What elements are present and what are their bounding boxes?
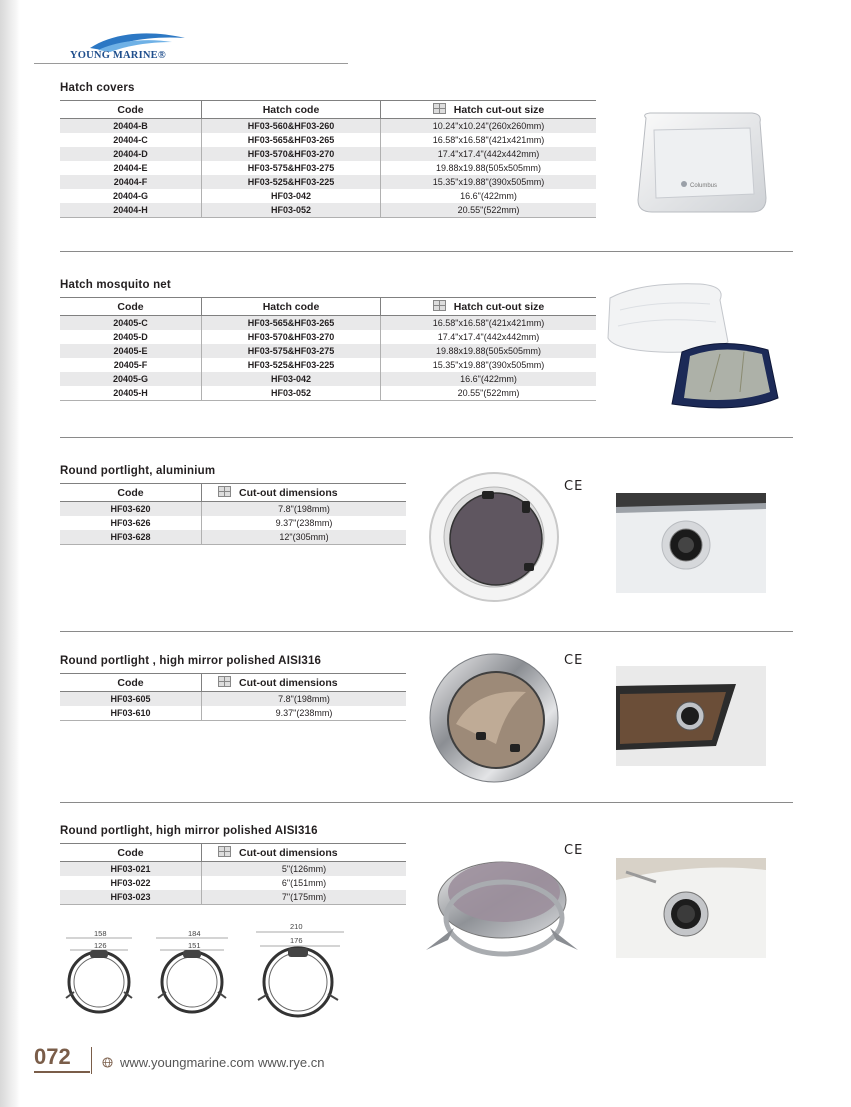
table-row: HF03-022 6"(151mm)	[60, 876, 406, 890]
table-row: 20405-H HF03-052 20.55"(522mm)	[60, 386, 596, 401]
drawing-hf03-023	[252, 920, 348, 1018]
drawing-dim-outer: 184	[188, 929, 201, 938]
cutout-icon	[218, 846, 231, 857]
table-row: HF03-021 5"(126mm)	[60, 862, 406, 877]
section-title-portlight-polished-2: Round portlight, high mirror polished AISI316	[60, 825, 318, 837]
table-row: HF03-620 7.8"(198mm)	[60, 502, 406, 517]
table-row: 20404-B HF03-560&HF03-260 10.24"x10.24"(260x260mm)	[60, 119, 596, 134]
section-title-portlight-aluminium: Round portlight, aluminium	[60, 465, 216, 477]
footer-urls[interactable]: www.youngmarine.com www.rye.cn	[120, 1055, 325, 1070]
portlight-opening-installed-image	[616, 858, 766, 958]
table-row: 20404-H HF03-052 20.55"(522mm)	[60, 203, 596, 218]
cutout-icon	[433, 103, 446, 114]
ce-mark: CE	[564, 479, 584, 494]
portlight-opening-image	[414, 840, 590, 966]
table-row: 20404-C HF03-565&HF03-265 16.58"x16.58"(421x421mm)	[60, 133, 596, 147]
col-code: Code	[60, 101, 202, 119]
cutout-icon	[218, 486, 231, 497]
table-row: HF03-023 7"(175mm)	[60, 890, 406, 905]
table-row: 20405-G HF03-042 16.6"(422mm)	[60, 372, 596, 386]
col-cutout: Hatch cut-out size	[381, 298, 597, 316]
page-number: 072	[34, 1044, 71, 1069]
col-hatch-code: Hatch code	[202, 101, 381, 119]
portlight-aluminium-table	[60, 483, 406, 545]
section-divider	[60, 631, 793, 632]
ce-mark: CE	[564, 653, 584, 668]
portlight-polished-installed-image	[616, 666, 766, 766]
table-row: HF03-610 9.37"(238mm)	[60, 706, 406, 721]
table-row: 20405-D HF03-570&HF03-270 17.4"x17.4"(442x442mm)	[60, 330, 596, 344]
drawing-dim-inner: 176	[290, 936, 303, 945]
section-divider	[60, 251, 793, 252]
hatch-cover-label: Columbus	[690, 183, 718, 189]
portlight-polished-2-table	[60, 843, 406, 905]
table-row: HF03-605 7.8"(198mm)	[60, 692, 406, 707]
portlight-polished-1-table	[60, 673, 406, 721]
drawing-dim-outer: 158	[94, 929, 107, 938]
brand-name: YOUNG MARINE®	[70, 50, 166, 61]
section-title-portlight-polished-1: Round portlight , high mirror polished AISI316	[60, 655, 322, 667]
portlight-aluminium-installed-image	[616, 493, 766, 593]
table-row: 20404-F HF03-525&HF03-225 15.35"x19.88"(390x505mm)	[60, 175, 596, 189]
cutout-icon	[433, 300, 446, 311]
drawing-dim-inner: 151	[188, 941, 201, 950]
col-cutout: Cut-out dimensions	[202, 844, 407, 862]
col-cutout: Hatch cut-out size	[381, 101, 597, 119]
col-code: Code	[60, 844, 202, 862]
col-hatch-code: Hatch code	[202, 298, 381, 316]
page-number-underline	[34, 1071, 90, 1073]
table-row: 20405-C HF03-565&HF03-265 16.58"x16.58"(421x421mm)	[60, 316, 596, 331]
page-edge-shade	[0, 0, 20, 1107]
header-rule	[34, 63, 348, 64]
table-row: HF03-628 12"(305mm)	[60, 530, 406, 545]
hatch-covers-table	[60, 100, 596, 218]
col-code: Code	[60, 484, 202, 502]
portlight-aluminium-image	[426, 467, 562, 607]
col-cutout: Cut-out dimensions	[202, 674, 407, 692]
ce-mark: CE	[564, 843, 584, 858]
drawing-dim-outer: 210	[290, 922, 303, 931]
globe-icon	[102, 1057, 113, 1068]
hatch-cover-image	[632, 108, 770, 218]
mosquito-net-table	[60, 297, 596, 401]
cutout-icon	[218, 676, 231, 687]
table-row: 20404-G HF03-042 16.6"(422mm)	[60, 189, 596, 203]
section-title-hatch-covers: Hatch covers	[60, 82, 135, 94]
section-divider	[60, 802, 793, 803]
mosquito-net-image	[600, 280, 786, 420]
table-row: HF03-626 9.37"(238mm)	[60, 516, 406, 530]
section-divider	[60, 437, 793, 438]
col-code: Code	[60, 674, 202, 692]
section-title-mosquito-net: Hatch mosquito net	[60, 279, 171, 291]
col-code: Code	[60, 298, 202, 316]
table-row: 20405-F HF03-525&HF03-225 15.35"x19.88"(390x505mm)	[60, 358, 596, 372]
table-row: 20404-E HF03-575&HF03-275 19.88x19.88(505x505mm)	[60, 161, 596, 175]
footer-separator	[91, 1047, 92, 1074]
col-cutout: Cut-out dimensions	[202, 484, 407, 502]
portlight-polished-image	[426, 648, 562, 788]
table-row: 20405-E HF03-575&HF03-275 19.88x19.88(505x505mm)	[60, 344, 596, 358]
table-row: 20404-D HF03-570&HF03-270 17.4"x17.4"(442x442mm)	[60, 147, 596, 161]
drawing-dim-inner: 126	[94, 941, 107, 950]
